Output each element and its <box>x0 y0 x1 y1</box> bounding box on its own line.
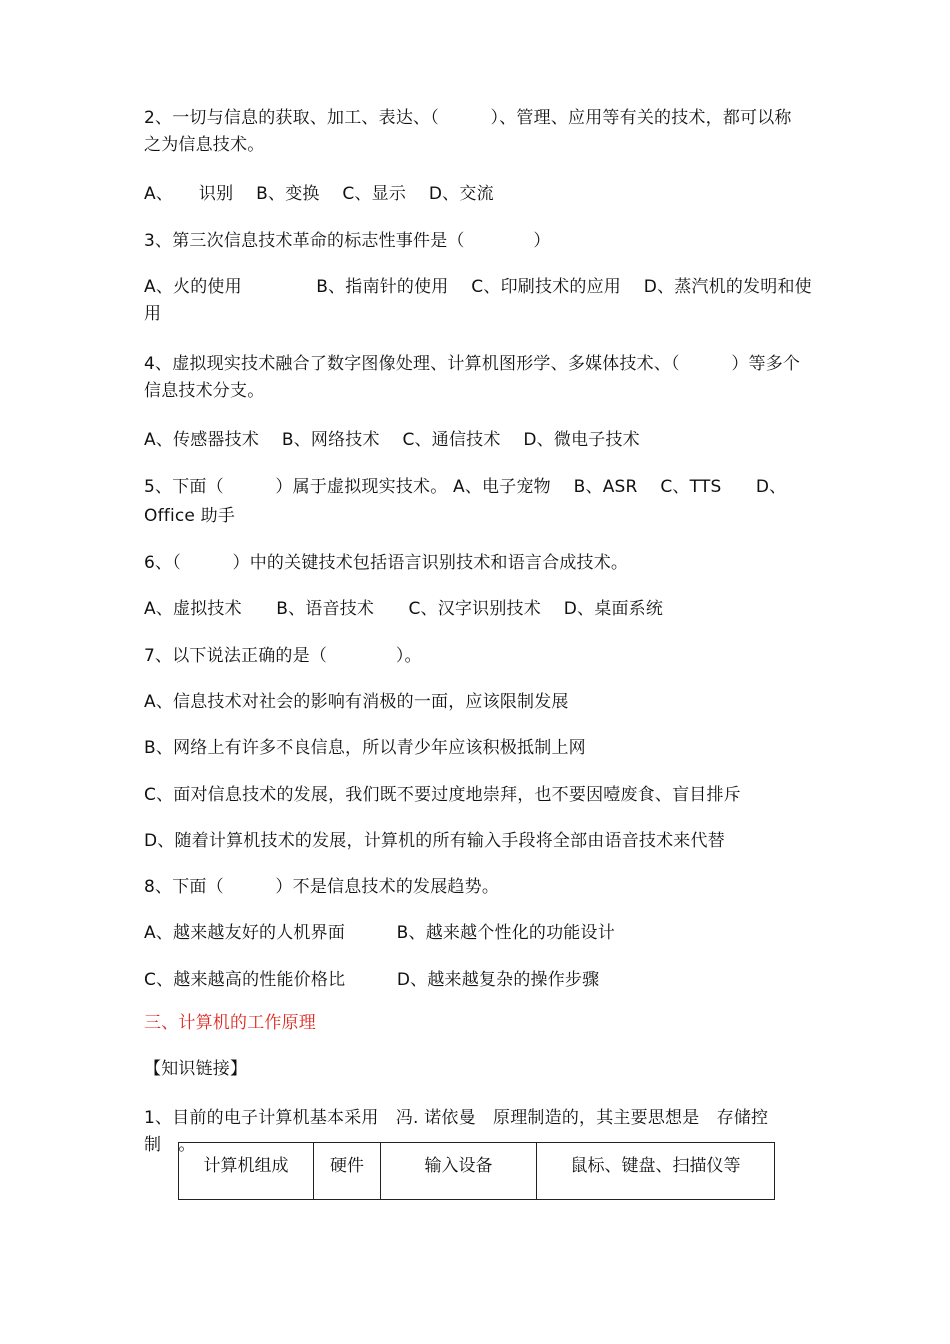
table-cell: 硬件 <box>314 1143 381 1200</box>
knowledge-item-1: 1、目前的电子计算机基本采用 冯. 诺依曼 原理制造的，其主要思想是 存储控制 。 <box>144 1108 769 1155</box>
question-5-line-1: 5、下面（ ）属于虚拟现实技术。 A、电子宠物 B、ASR C、TTS D、 <box>144 477 787 497</box>
question-8-options-cd: C、越来越高的性能价格比 D、越来越复杂的操作步骤 <box>144 970 600 990</box>
computer-composition-table <box>178 1142 775 1200</box>
question-7: 7、以下说法正确的是（ ）。 <box>144 646 422 666</box>
question-2-line-2: 之为信息技术。 <box>144 135 265 155</box>
question-7-option-d: D、随着计算机技术的发展，计算机的所有输入手段将全部由语音技术来代替 <box>144 831 725 851</box>
question-4-options: A、传感器技术 B、网络技术 C、通信技术 D、微电子技术 <box>144 430 640 450</box>
question-3: 3、第三次信息技术革命的标志性事件是（ ） <box>144 231 551 251</box>
knowledge-link-heading: 【知识链接】 <box>144 1059 248 1079</box>
question-7-option-b: B、网络上有许多不良信息，所以青少年应该积极抵制上网 <box>144 738 586 758</box>
table-cell: 鼠标、键盘、扫描仪等 <box>537 1143 775 1200</box>
table-cell: 输入设备 <box>381 1143 537 1200</box>
question-4-line-2: 信息技术分支。 <box>144 381 265 401</box>
question-8-options-ab: A、越来越友好的人机界面 B、越来越个性化的功能设计 <box>144 923 615 943</box>
question-3-options-line-2: 用 <box>144 304 162 324</box>
question-7-option-a: A、信息技术对社会的影响有消极的一面，应该限制发展 <box>144 692 569 712</box>
table-cell: 计算机组成 <box>179 1143 314 1200</box>
section-heading: 三、计算机的工作原理 <box>144 1013 316 1033</box>
question-6: 6、（ ）中的关键技术包括语言识别技术和语言合成技术。 <box>144 553 629 573</box>
question-2-options: A、 识别 B、变换 C、显示 D、交流 <box>144 184 494 204</box>
question-2-line-1: 2、一切与信息的获取、加工、表达、（ ）、管理、应用等有关的技术，都可以称 <box>144 108 792 128</box>
question-6-options: A、虚拟技术 B、语音技术 C、汉字识别技术 D、桌面系统 <box>144 599 664 619</box>
question-7-option-c: C、面对信息技术的发展，我们既不要过度地崇拜，也不要因噎废食、盲目排斥 <box>144 785 741 805</box>
question-4-line-1: 4、虚拟现实技术融合了数字图像处理、计算机图形学、多媒体技术、（ ）等多个 <box>144 354 801 374</box>
question-3-options-line-1: A、火的使用 B、指南针的使用 C、印刷技术的应用 D、蒸汽机的发明和使 <box>144 277 812 297</box>
question-8: 8、下面（ ）不是信息技术的发展趋势。 <box>144 877 500 897</box>
question-5-line-2: Office 助手 <box>144 506 236 526</box>
table-row <box>179 1143 775 1200</box>
